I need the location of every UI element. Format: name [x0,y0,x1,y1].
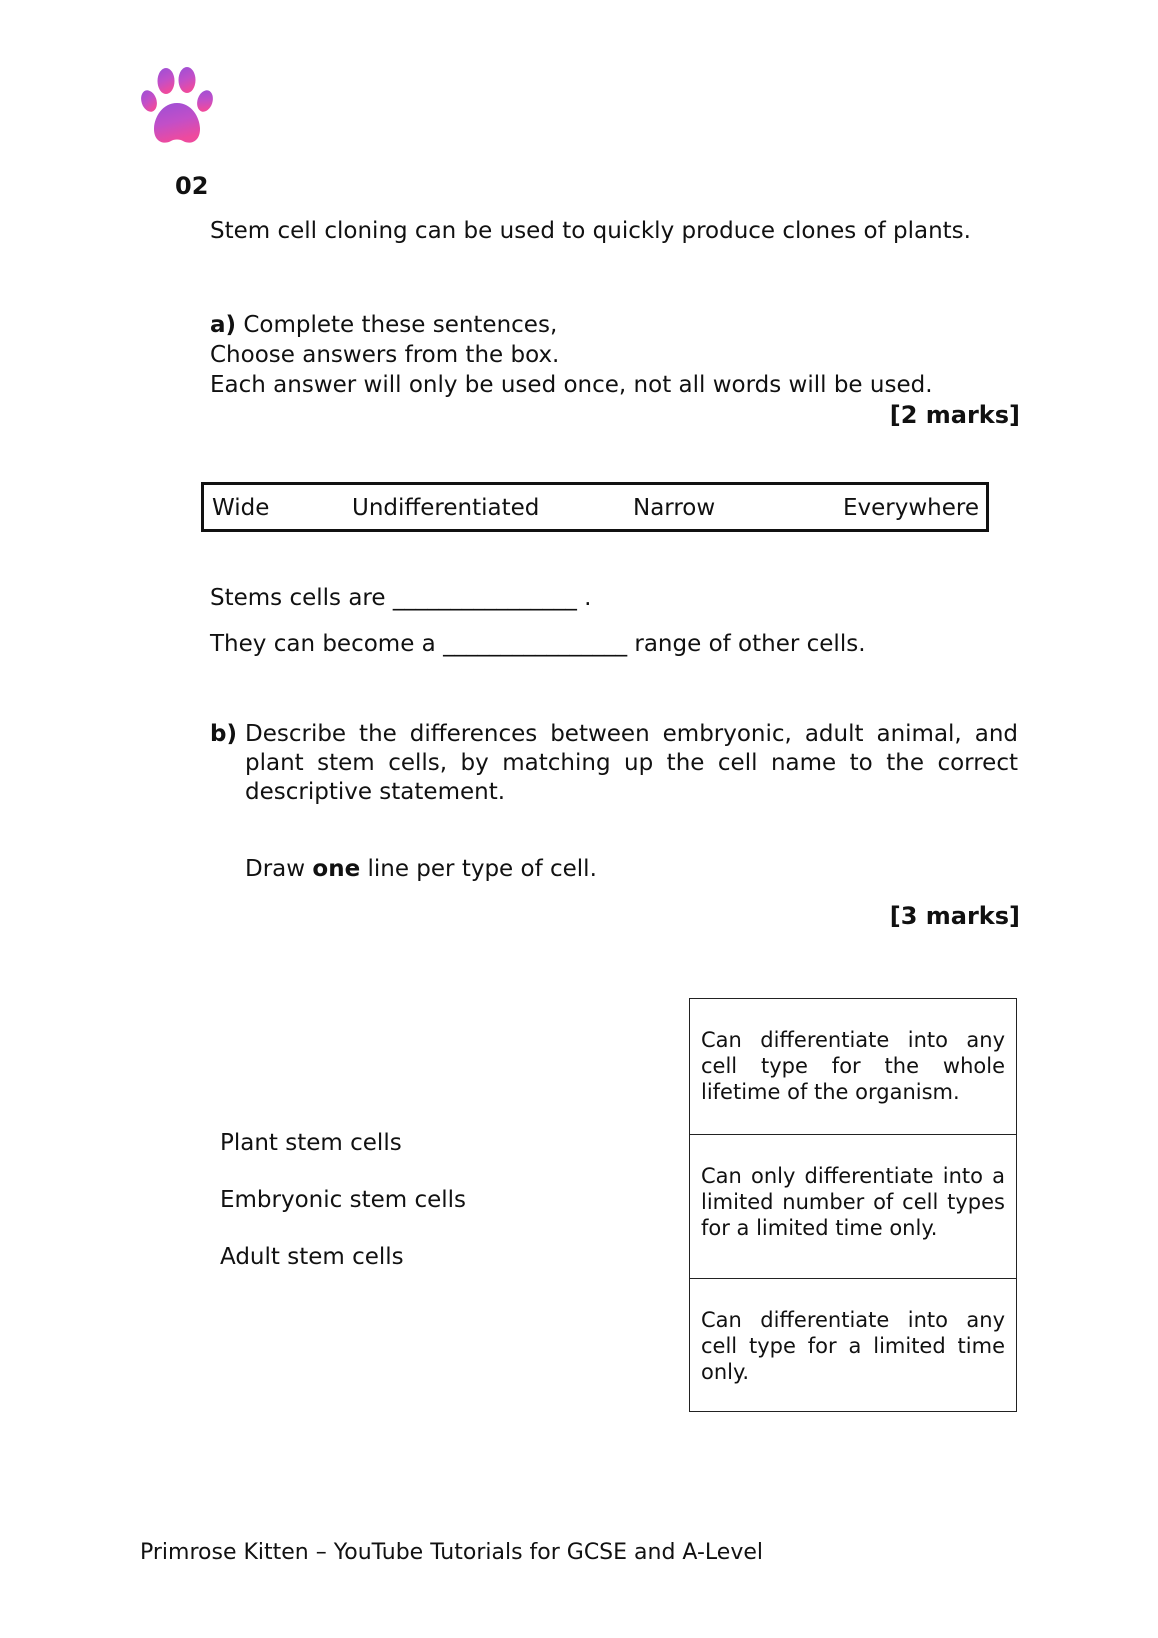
part-a-line2: Choose answers from the box. [210,342,560,368]
part-b-instructions [210,720,1018,807]
part-b-marks: [3 marks] [889,902,1020,930]
description-box-3: Can differentiate into any cell type for a limited time only. [689,1278,1017,1412]
part-b-label: b) [210,721,237,747]
word-option: Undifferentiated [352,495,540,521]
word-choice-box [201,482,989,532]
part-a-line3: Each answer will only be used once, not all words will be used. [210,372,933,398]
description-box-1: Can differentiate into any cell type for the whole lifetime of the organism. [689,998,1017,1135]
word-option: Wide [212,495,270,521]
fill-in-sentence-2: They can become a ________________ range of other cells. [210,631,866,657]
cell-name-plant: Plant stem cells [220,1130,402,1156]
draw-post: line per type of cell. [360,856,597,882]
draw-instruction [245,856,597,882]
question-intro: Stem cell cloning can be used to quickly produce clones of plants. [210,218,971,244]
cell-name-embryonic: Embryonic stem cells [220,1187,467,1213]
question-number: 02 [175,172,209,200]
draw-bold: one [312,856,361,882]
part-b-text: Describe the differences between embryonic, adult animal, and plant stem cells, by matching up the cell name to the correct descriptive statement. [245,721,1018,805]
part-a-line1: Complete these sentences, [243,312,558,338]
part-a-instructions [210,310,933,400]
description-box-2: Can only differentiate into a limited number of cell types for a limited time only. [689,1134,1017,1279]
paw-print-logo [140,66,216,148]
part-a-label: a) [210,312,237,338]
part-a-marks: [2 marks] [889,401,1020,429]
fill-in-sentence-1: Stems cells are ________________ . [210,585,592,611]
word-option: Everywhere [843,495,980,521]
cell-name-adult: Adult stem cells [220,1244,404,1270]
word-option: Narrow [633,495,716,521]
footer-text: Primrose Kitten – YouTube Tutorials for GCSE and A-Level [140,1540,763,1565]
draw-pre: Draw [245,856,313,882]
